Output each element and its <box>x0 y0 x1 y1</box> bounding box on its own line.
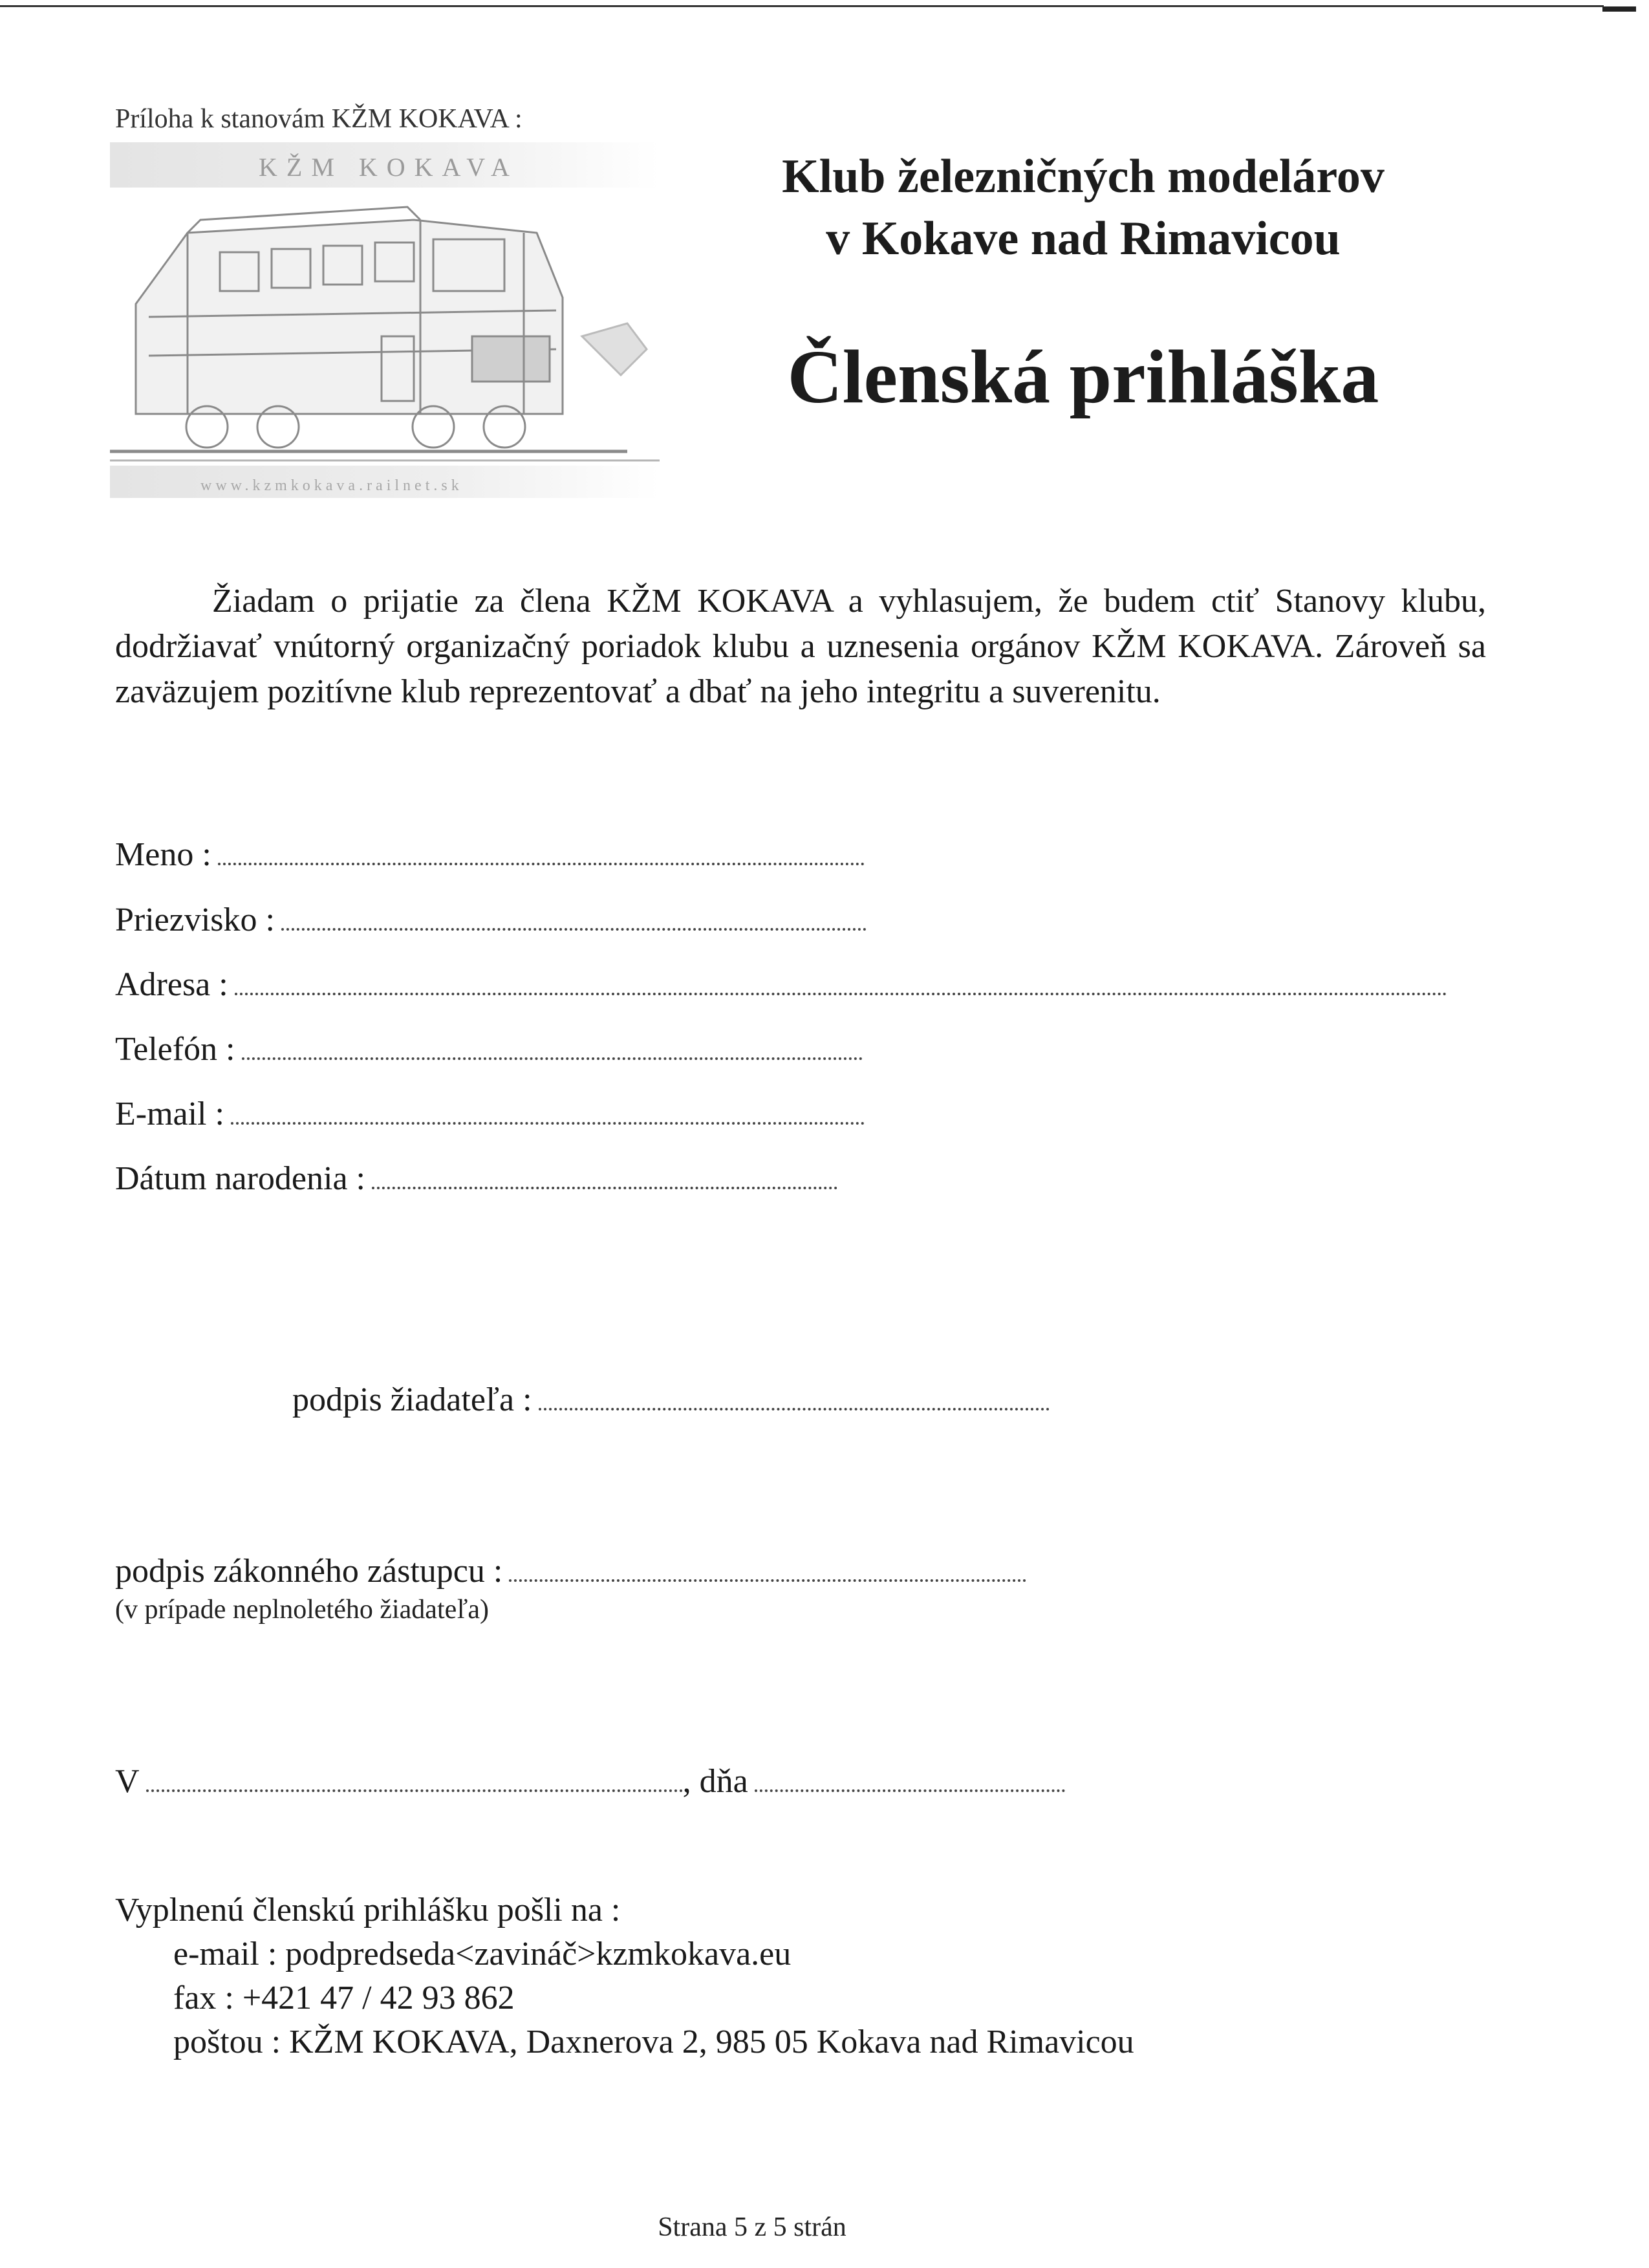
date-label: , dňa <box>682 1763 748 1800</box>
applicant-signature-dots[interactable] <box>539 1394 1050 1410</box>
send-email: e-mail : podpredseda<zavináč>kzmkokava.eu <box>173 1936 792 1972</box>
send-instructions <box>115 1888 1134 2064</box>
field-surname-dots[interactable] <box>281 914 867 931</box>
locomotive-drawing <box>110 207 660 460</box>
field-email-label: E-mail : <box>115 1096 224 1132</box>
field-phone-label: Telefón : <box>115 1031 235 1068</box>
field-name-dots[interactable] <box>218 848 865 865</box>
intro-paragraph <box>115 579 1486 715</box>
top-edge-mark <box>1602 6 1636 12</box>
club-name-line-2: v Kokave nad Rimavicou <box>826 212 1341 265</box>
send-post: poštou : KŽM KOKAVA, Daxnerova 2, 985 05 Kokava nad Rimavicou <box>173 2024 1134 2060</box>
date-dots[interactable] <box>755 1775 1065 1792</box>
field-phone[interactable] <box>115 1030 863 1068</box>
field-name-label: Meno : <box>115 836 211 873</box>
guardian-signature[interactable] <box>115 1552 1026 1590</box>
field-birth-date-dots[interactable] <box>372 1172 837 1189</box>
logo-top-text: KŽM KOKAVA <box>259 153 519 182</box>
page-number: Strana 5 z 5 strán <box>658 2212 846 2242</box>
place-dots[interactable] <box>146 1775 683 1792</box>
logo-bottom-text: www.kzmkokava.railnet.sk <box>200 477 463 494</box>
field-email-dots[interactable] <box>231 1108 865 1125</box>
applicant-signature[interactable] <box>292 1381 1050 1419</box>
annex-label: Príloha k stanovám KŽM KOKAVA : <box>115 104 523 134</box>
club-name <box>711 146 1455 270</box>
field-name[interactable] <box>115 836 865 874</box>
top-border-line <box>0 5 1604 7</box>
place-label: V <box>115 1763 140 1800</box>
intro-text: Žiadam o prijatie za člena KŽM KOKAVA a vyhlasujem, že budem ctiť Stanovy klubu, dodržiavať vnútorný organizačný poriadok klubu a uznesenia orgánov KŽM KOKAVA. Zároveň sa zaväzujem pozitívne klub reprezentovať a dbať na jeho integritu a suverenitu. <box>115 583 1486 710</box>
field-birth-date-label: Dátum narodenia : <box>115 1160 365 1197</box>
field-phone-dots[interactable] <box>242 1043 863 1060</box>
place-date-line[interactable] <box>115 1762 1065 1800</box>
field-surname[interactable] <box>115 901 867 939</box>
club-logo <box>110 142 660 498</box>
send-fax: fax : +421 47 / 42 93 862 <box>173 1980 515 2016</box>
locomotive-image <box>110 142 660 498</box>
field-email[interactable] <box>115 1095 865 1133</box>
applicant-signature-label: podpis žiadateľa : <box>292 1381 532 1418</box>
form-title: Členská prihláška <box>787 334 1379 419</box>
guardian-note: (v prípade neplnoletého žiadateľa) <box>115 1595 489 1625</box>
guardian-signature-dots[interactable] <box>509 1565 1026 1582</box>
send-heading: Vyplnenú členskú prihlášku pošli na : <box>115 1892 621 1928</box>
club-name-line-1: Klub železničných modelárov <box>782 150 1385 203</box>
field-address-label: Adresa : <box>115 966 228 1003</box>
field-address[interactable] <box>115 966 1447 1004</box>
field-birth-date[interactable] <box>115 1160 837 1198</box>
field-surname-label: Priezvisko : <box>115 902 275 938</box>
guardian-signature-label: podpis zákonného zástupcu : <box>115 1553 503 1590</box>
field-address-dots[interactable] <box>235 978 1447 995</box>
